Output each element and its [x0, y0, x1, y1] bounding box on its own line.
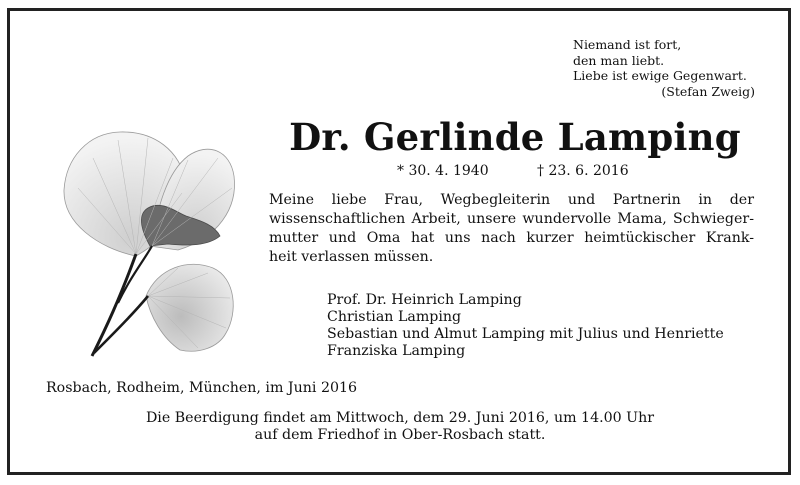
family-member: Christian Lamping — [327, 309, 462, 325]
deceased-name: Dr. Gerlinde Lamping — [289, 115, 741, 159]
message-line: wissenschaftlichen Arbeit, unsere wundervolle Mama, Schwieger- — [269, 211, 754, 227]
quote-line: den man liebt. — [573, 52, 665, 68]
quote-block — [573, 37, 755, 99]
funeral-line: Die Beerdigung findet am Mittwoch, dem 29. Juni 2016, um 14.00 Uhr — [145, 410, 655, 426]
place-date: Rosbach, Rodheim, München, im Juni 2016 — [46, 380, 358, 396]
family-member: Sebastian und Almut Lamping mit Julius und Henriette — [327, 326, 724, 342]
death-date: † 23. 6. 2016 — [537, 163, 629, 179]
birth-date: * 30. 4. 1940 — [397, 163, 489, 179]
family-member: Franziska Lamping — [327, 343, 466, 359]
quote-line: Liebe ist ewige Gegenwart. — [573, 68, 747, 83]
message-line: heit verlassen müssen. — [269, 249, 434, 265]
obituary-message — [269, 191, 754, 267]
message-line: mutter und Oma hat uns nach kurzer heimtückischer Krank- — [269, 230, 754, 246]
message-line: Meine liebe Frau, Wegbegleiterin und Partnerin in der — [269, 192, 754, 208]
ginkgo-leaf-icon — [58, 128, 243, 360]
funeral-notice — [0, 410, 800, 444]
quote-line: Niemand ist fort, — [573, 37, 682, 52]
funeral-line: auf dem Friedhof in Ober-Rosbach statt. — [254, 427, 546, 443]
family-list — [327, 292, 724, 360]
quote-author: (Stefan Zweig) — [661, 83, 755, 99]
family-member: Prof. Dr. Heinrich Lamping — [327, 292, 522, 308]
